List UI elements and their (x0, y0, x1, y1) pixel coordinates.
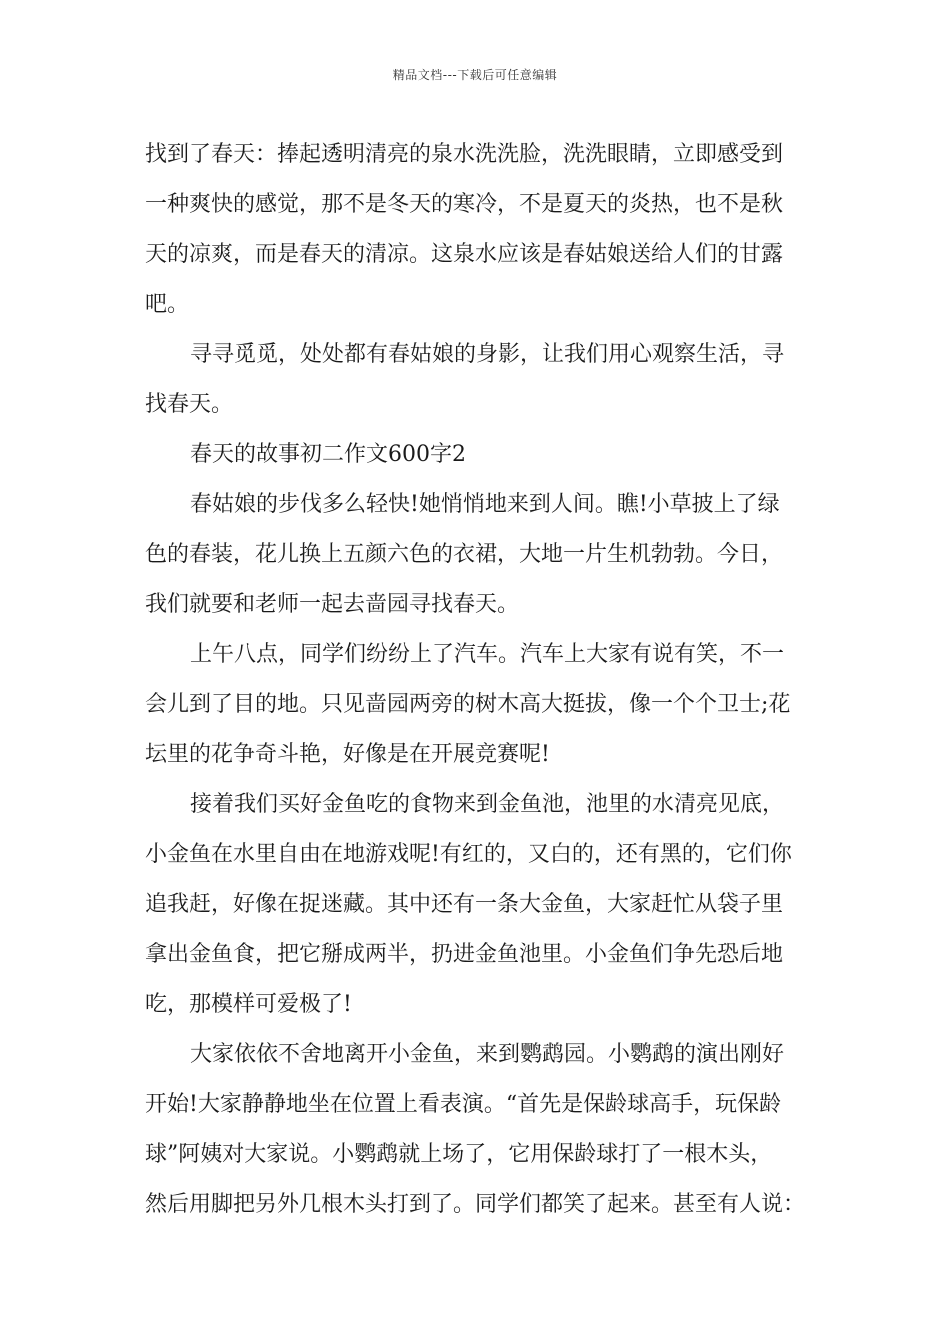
text-line: 大家依依不舍地离开小金鱼，来到鹦鹉园。小鹦鹉的演出刚好 (190, 1042, 785, 1067)
article-body (145, 130, 825, 1230)
text-line: 球”阿姨对大家说。小鹦鹉就上场了，它用保龄球打了一根木头， (145, 1142, 773, 1167)
text-line: 春天的故事初二作文600字2 (190, 442, 466, 467)
text-line: 寻寻觅觅，处处都有春姑娘的身影，让我们用心观察生活，寻 (190, 342, 785, 367)
text-line: 吧。 (145, 292, 190, 317)
text-line: 追我赶，好像在捉迷藏。其中还有一条大金鱼，大家赶忙从袋子里 (145, 892, 784, 917)
text-line: 找春天。 (145, 392, 234, 417)
text-line: 色的春装，花儿换上五颜六色的衣裙，大地一片生机勃勃。今日， (145, 542, 784, 567)
text-line: 春姑娘的步伐多么轻快!她悄悄地来到人间。瞧!小草披上了绿 (190, 492, 780, 517)
text-line: 然后用脚把另外几根木头打到了。同学们都笑了起来。甚至有人说： (145, 1192, 806, 1217)
text-line: 会儿到了目的地。只见啬园两旁的树木高大挺拔，像一个个卫士;花 (145, 692, 791, 717)
text-line: 找到了春天：捧起透明清亮的泉水洗洗脸，洗洗眼睛，立即感受到 (145, 142, 784, 167)
text-line: 天的凉爽，而是春天的清凉。这泉水应该是春姑娘送给人们的甘露 (145, 242, 784, 267)
text-line: 拿出金鱼食，把它掰成两半，扔进金鱼池里。小金鱼们争先恐后地 (145, 942, 784, 967)
text-line: 小金鱼在水里自由在地游戏呢!有红的，又白的，还有黑的，它们你 (145, 842, 792, 867)
text-line: 接着我们买好金鱼吃的食物来到金鱼池，池里的水清亮见底， (190, 792, 785, 817)
page-header: 精品文档---下载后可任意编辑 (392, 68, 558, 82)
text-line: 吃，那模样可爱极了! (145, 992, 352, 1017)
text-line: 上午八点，同学们纷纷上了汽车。汽车上大家有说有笑，不一 (190, 642, 785, 667)
text-line: 开始!大家静静地坐在位置上看表演。“首先是保龄球高手，玩保龄 (145, 1092, 782, 1117)
text-line: 一种爽快的感觉，那不是冬天的寒冷，不是夏天的炎热，也不是秋 (145, 192, 784, 217)
text-line: 坛里的花争奇斗艳，好像是在开展竞赛呢! (145, 742, 550, 767)
text-line: 我们就要和老师一起去啬园寻找春天。 (145, 592, 520, 617)
